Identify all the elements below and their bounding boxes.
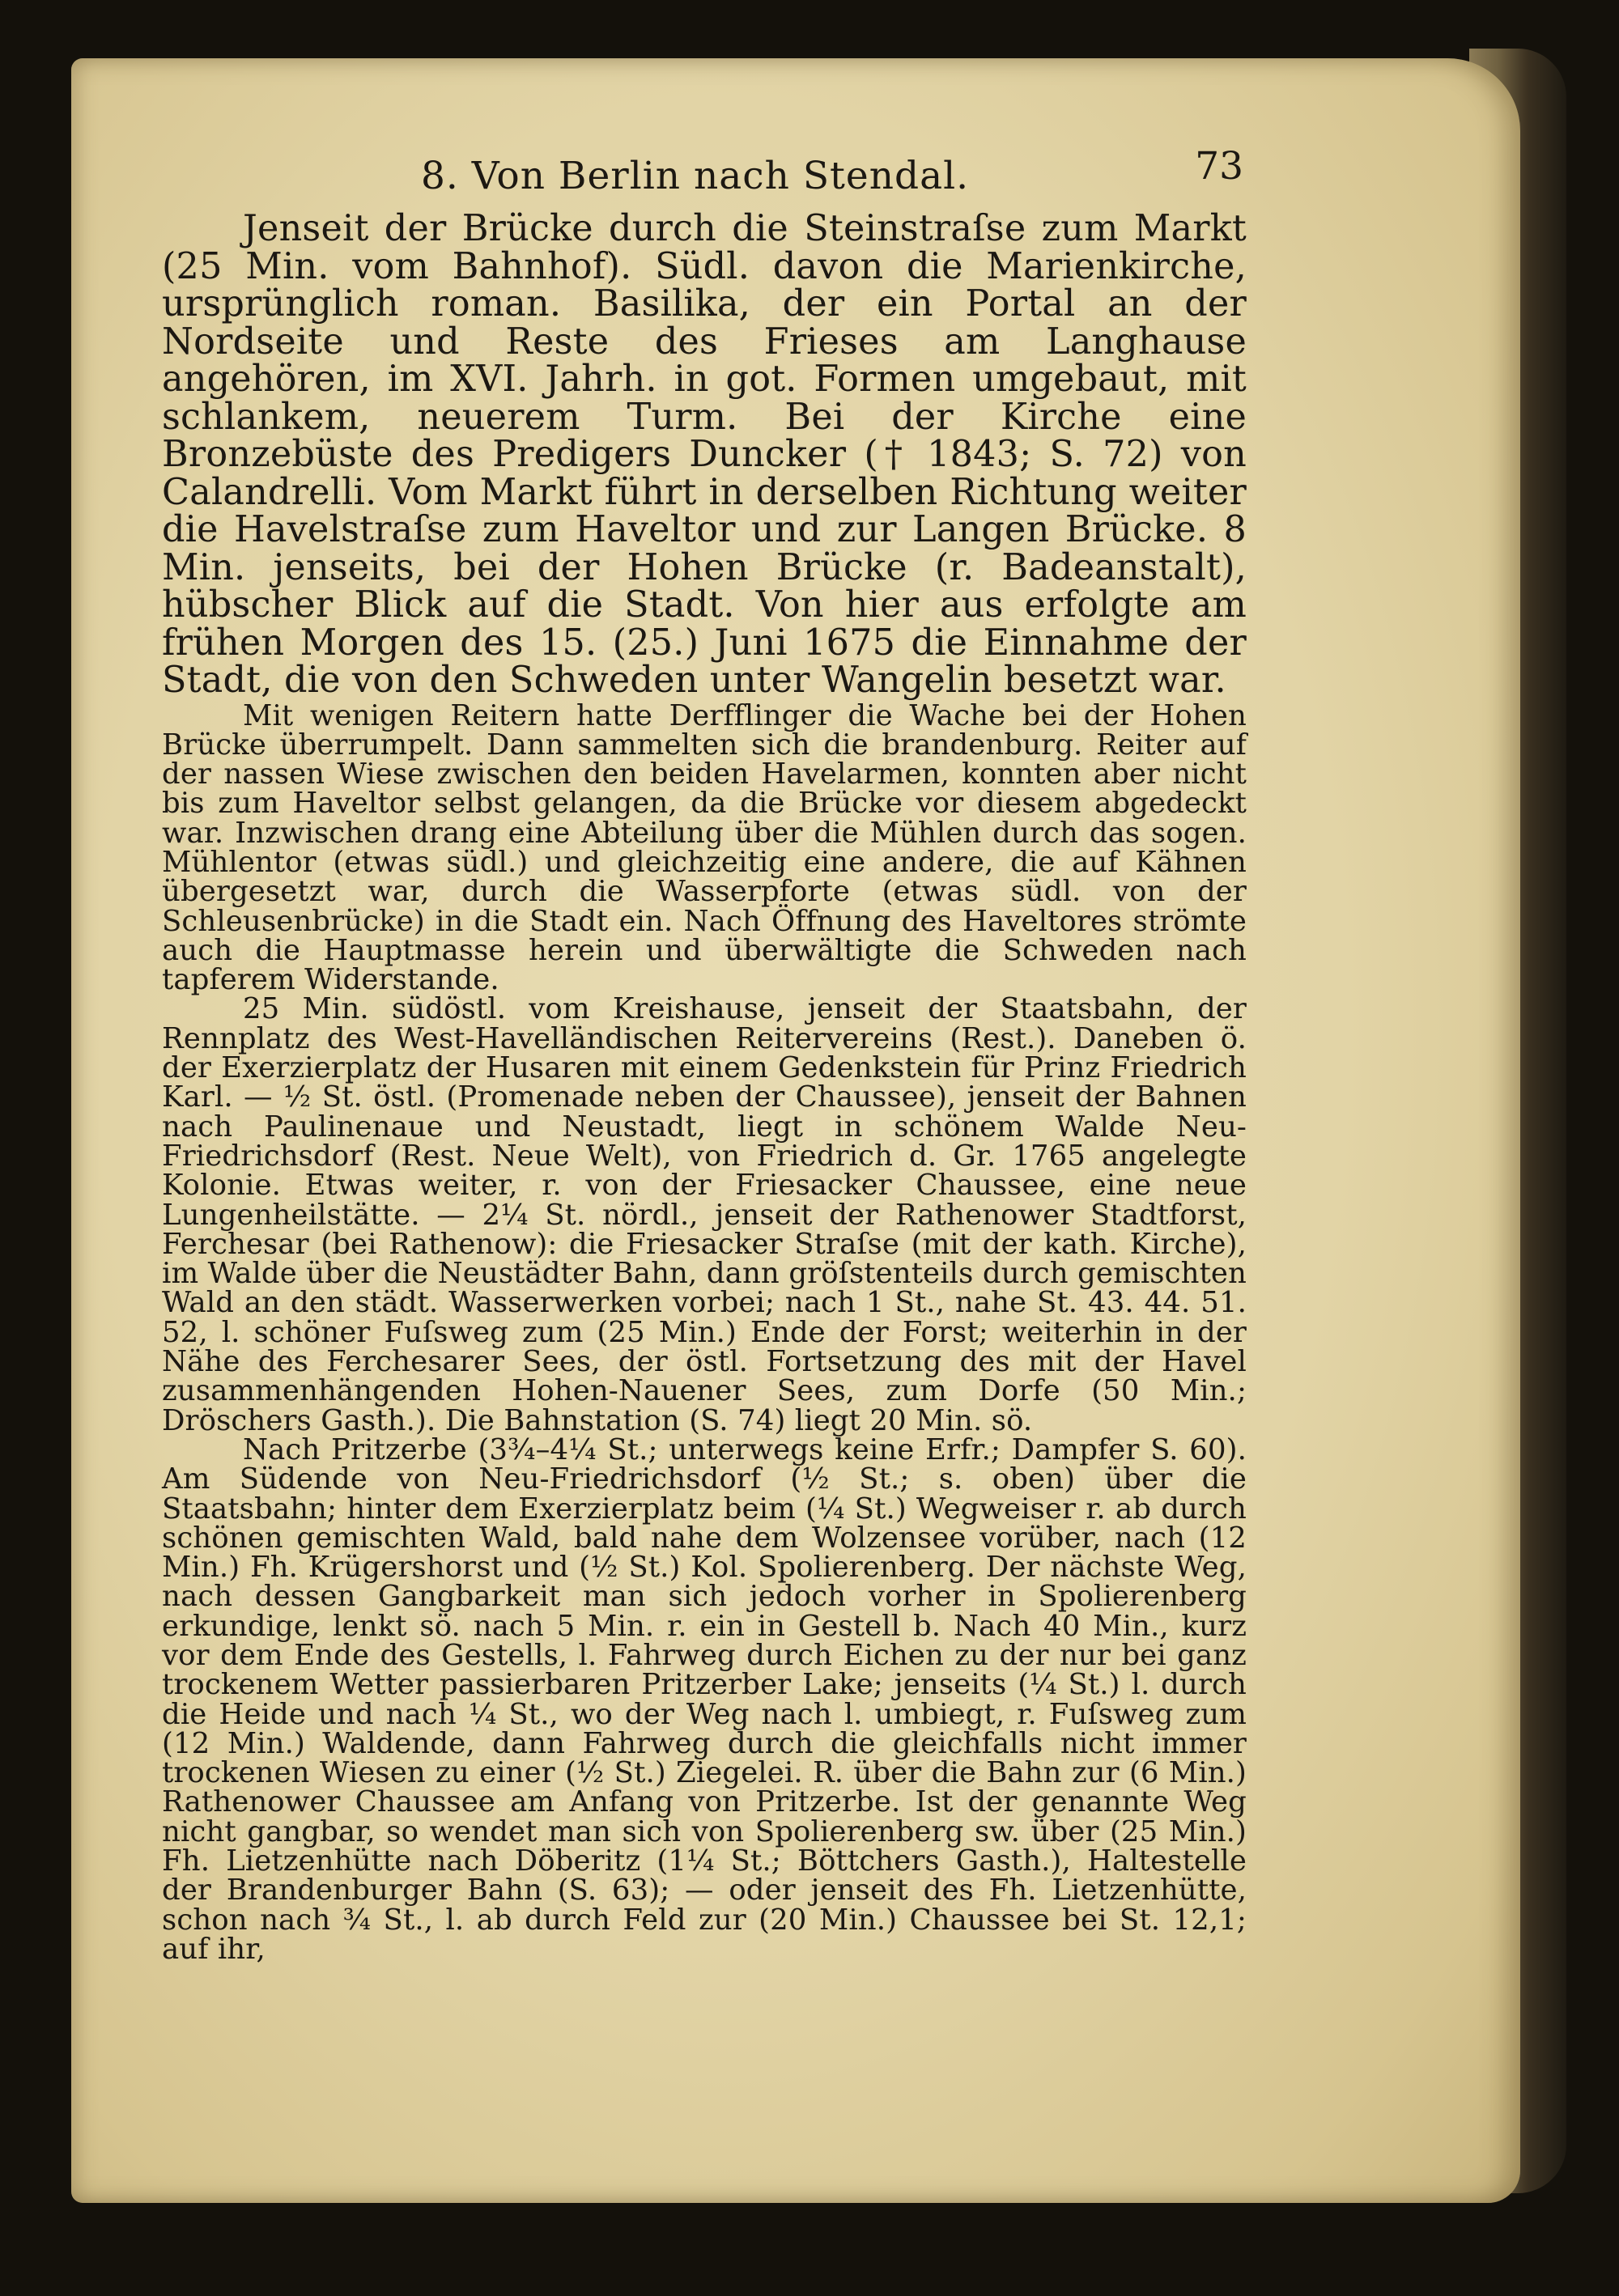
main-paragraph: Jenseit der Brücke durch die Steinstraſse zum Markt (25 Min. vom Bahnhof). Südl. davon die Marienkirche, ursprünglich roman. Basilika, der ein Portal an der Nordseite und Reste des Frieses am Langhause angehören, im XVI. Jahrh. in got. Formen umgebaut, mit schlankem, neuerem Turm. Bei der Kirche eine Bronzebüste des Predigers Duncker († 1843; S. 72) von Calandrelli. Vom Markt führt in derselben Richtung weiter die Havelstraſse zum Haveltor und zur Langen Brücke. 8 Min. jenseits, bei der Hohen Brücke (r. Badeanstalt), hübscher Blick auf die Stadt. Von hier aus erfolgte am frühen Morgen des 15. (25.) Juni 1675 die Einnahme der Stadt, die von den Schweden unter Wangelin besetzt war. [162, 208, 1247, 701]
main-text [162, 210, 1247, 700]
small-print-text [162, 698, 1247, 1966]
running-title: 8. Von Berlin nach Stendal. [421, 154, 970, 198]
text-block [162, 138, 1247, 1964]
small-paragraph-history: Mit wenigen Reitern hatte Derfflinger die Wache bei der Hohen Brücke überrumpelt. Dann sammelten sich die brandenburg. Reiter auf der nassen Wiese zwischen den beiden Havelarmen, konnten aber nicht bis zum Haveltor selbst gelangen, da die Brücke vor diesem abgedeckt war. Inzwischen drang eine Abteilung über die Mühlen durch das sogen. Mühlentor (etwas südl.) und gleichzeitig eine andere, die auf Kähnen übergesetzt war, durch die Wasserpforte (etwas südl. von der Schleusenbrücke) in die Stadt ein. Nach Öffnung des Haveltores strömte auch die Hauptmasse herein und überwältigte die Schweden nach tapferem Widerstande. [162, 698, 1247, 997]
page-header [162, 138, 1247, 210]
small-paragraph-excursions: 25 Min. südöstl. vom Kreishause, jenseit der Staatsbahn, der Rennplatz des West-Havelländischen Reitervereins (Rest.). Daneben ö. der Exerzierplatz der Husaren mit einem Gedenkstein für Prinz Friedrich Karl. — ½ St. östl. (Promenade neben der Chaussee), jenseit der Bahnen nach Paulinenaue und Neustadt, liegt in schönem Walde Neu-Friedrichsdorf (Rest. Neue Welt), von Friedrich d. Gr. 1765 angelegte Kolonie. Etwas weiter, r. von der Friesacker Chaussee, eine neue Lungenheilstätte. — 2¼ St. nördl., jenseit der Rathenower Stadtforst, Ferchesar (bei Rathenow): die Friesacker Straſse (mit der kath. Kirche), im Walde über die Neustädter Bahn, dann gröſstenteils durch gemischten Wald an den städt. Wasserwerken vorbei; nach 1 St., nahe St. 43. 44. 51. 52, l. schöner Fuſsweg zum (25 Min.) Ende der Forst; weiterhin in der Nähe des Ferchesarer Sees, der östl. Fortsetzung des mit der Havel zusammenhängenden Hohen-Nauener Sees, zum Dorfe (50 Min.; Dröschers Gasth.). Die Bahnstation (S. 74) liegt 20 Min. sö. [162, 992, 1247, 1437]
small-paragraph-pritzerbe: Nach Pritzerbe (3¾–4¼ St.; unterwegs keine Erfr.; Dampfer S. 60). Am Südende von Neu-Friedrichsdorf (½ St.; s. oben) über die Staatsbahn; hinter dem Exerzierplatz beim (¼ St.) Wegweiser r. ab durch schönen gemischten Wald, bald nahe dem Wolzensee vorüber, nach (12 Min.) Fh. Krügershorst und (½ St.) Kol. Spolierenberg. Der nächste Weg, nach dessen Gangbarkeit man sich jedoch vorher in Spolierenberg erkundige, lenkt sö. nach 5 Min. r. ein in Gestell b. Nach 40 Min., kurz vor dem Ende des Gestells, l. Fahrweg durch Eichen zu der nur bei ganz trockenem Wetter passierbaren Pritzerber Lake; jenseits (¼ St.) l. durch die Heide und nach ¼ St., wo der Weg nach l. umbiegt, r. Fuſsweg zum (12 Min.) Waldende, dann Fahrweg durch die gleichfalls nicht immer trockenen Wiesen zu einer (½ St.) Ziegelei. R. über die Bahn zur (6 Min.) Rathenower Chaussee am Anfang von Pritzerbe. Ist der genannte Weg nicht gangbar, so wendet man sich von Spolierenberg sw. über (25 Min.) Fh. Lietzenhütte nach Döberitz (1¼ St.; Böttchers Gasth.), Haltestelle der Brandenburger Bahn (S. 63); — oder jenseit des Fh. Lietzenhütte, schon nach ¾ St., l. ab durch Feld zur (20 Min.) Chaussee bei St. 12,1; auf ihr, [162, 1432, 1247, 1966]
page-number: 73 [1195, 144, 1243, 189]
